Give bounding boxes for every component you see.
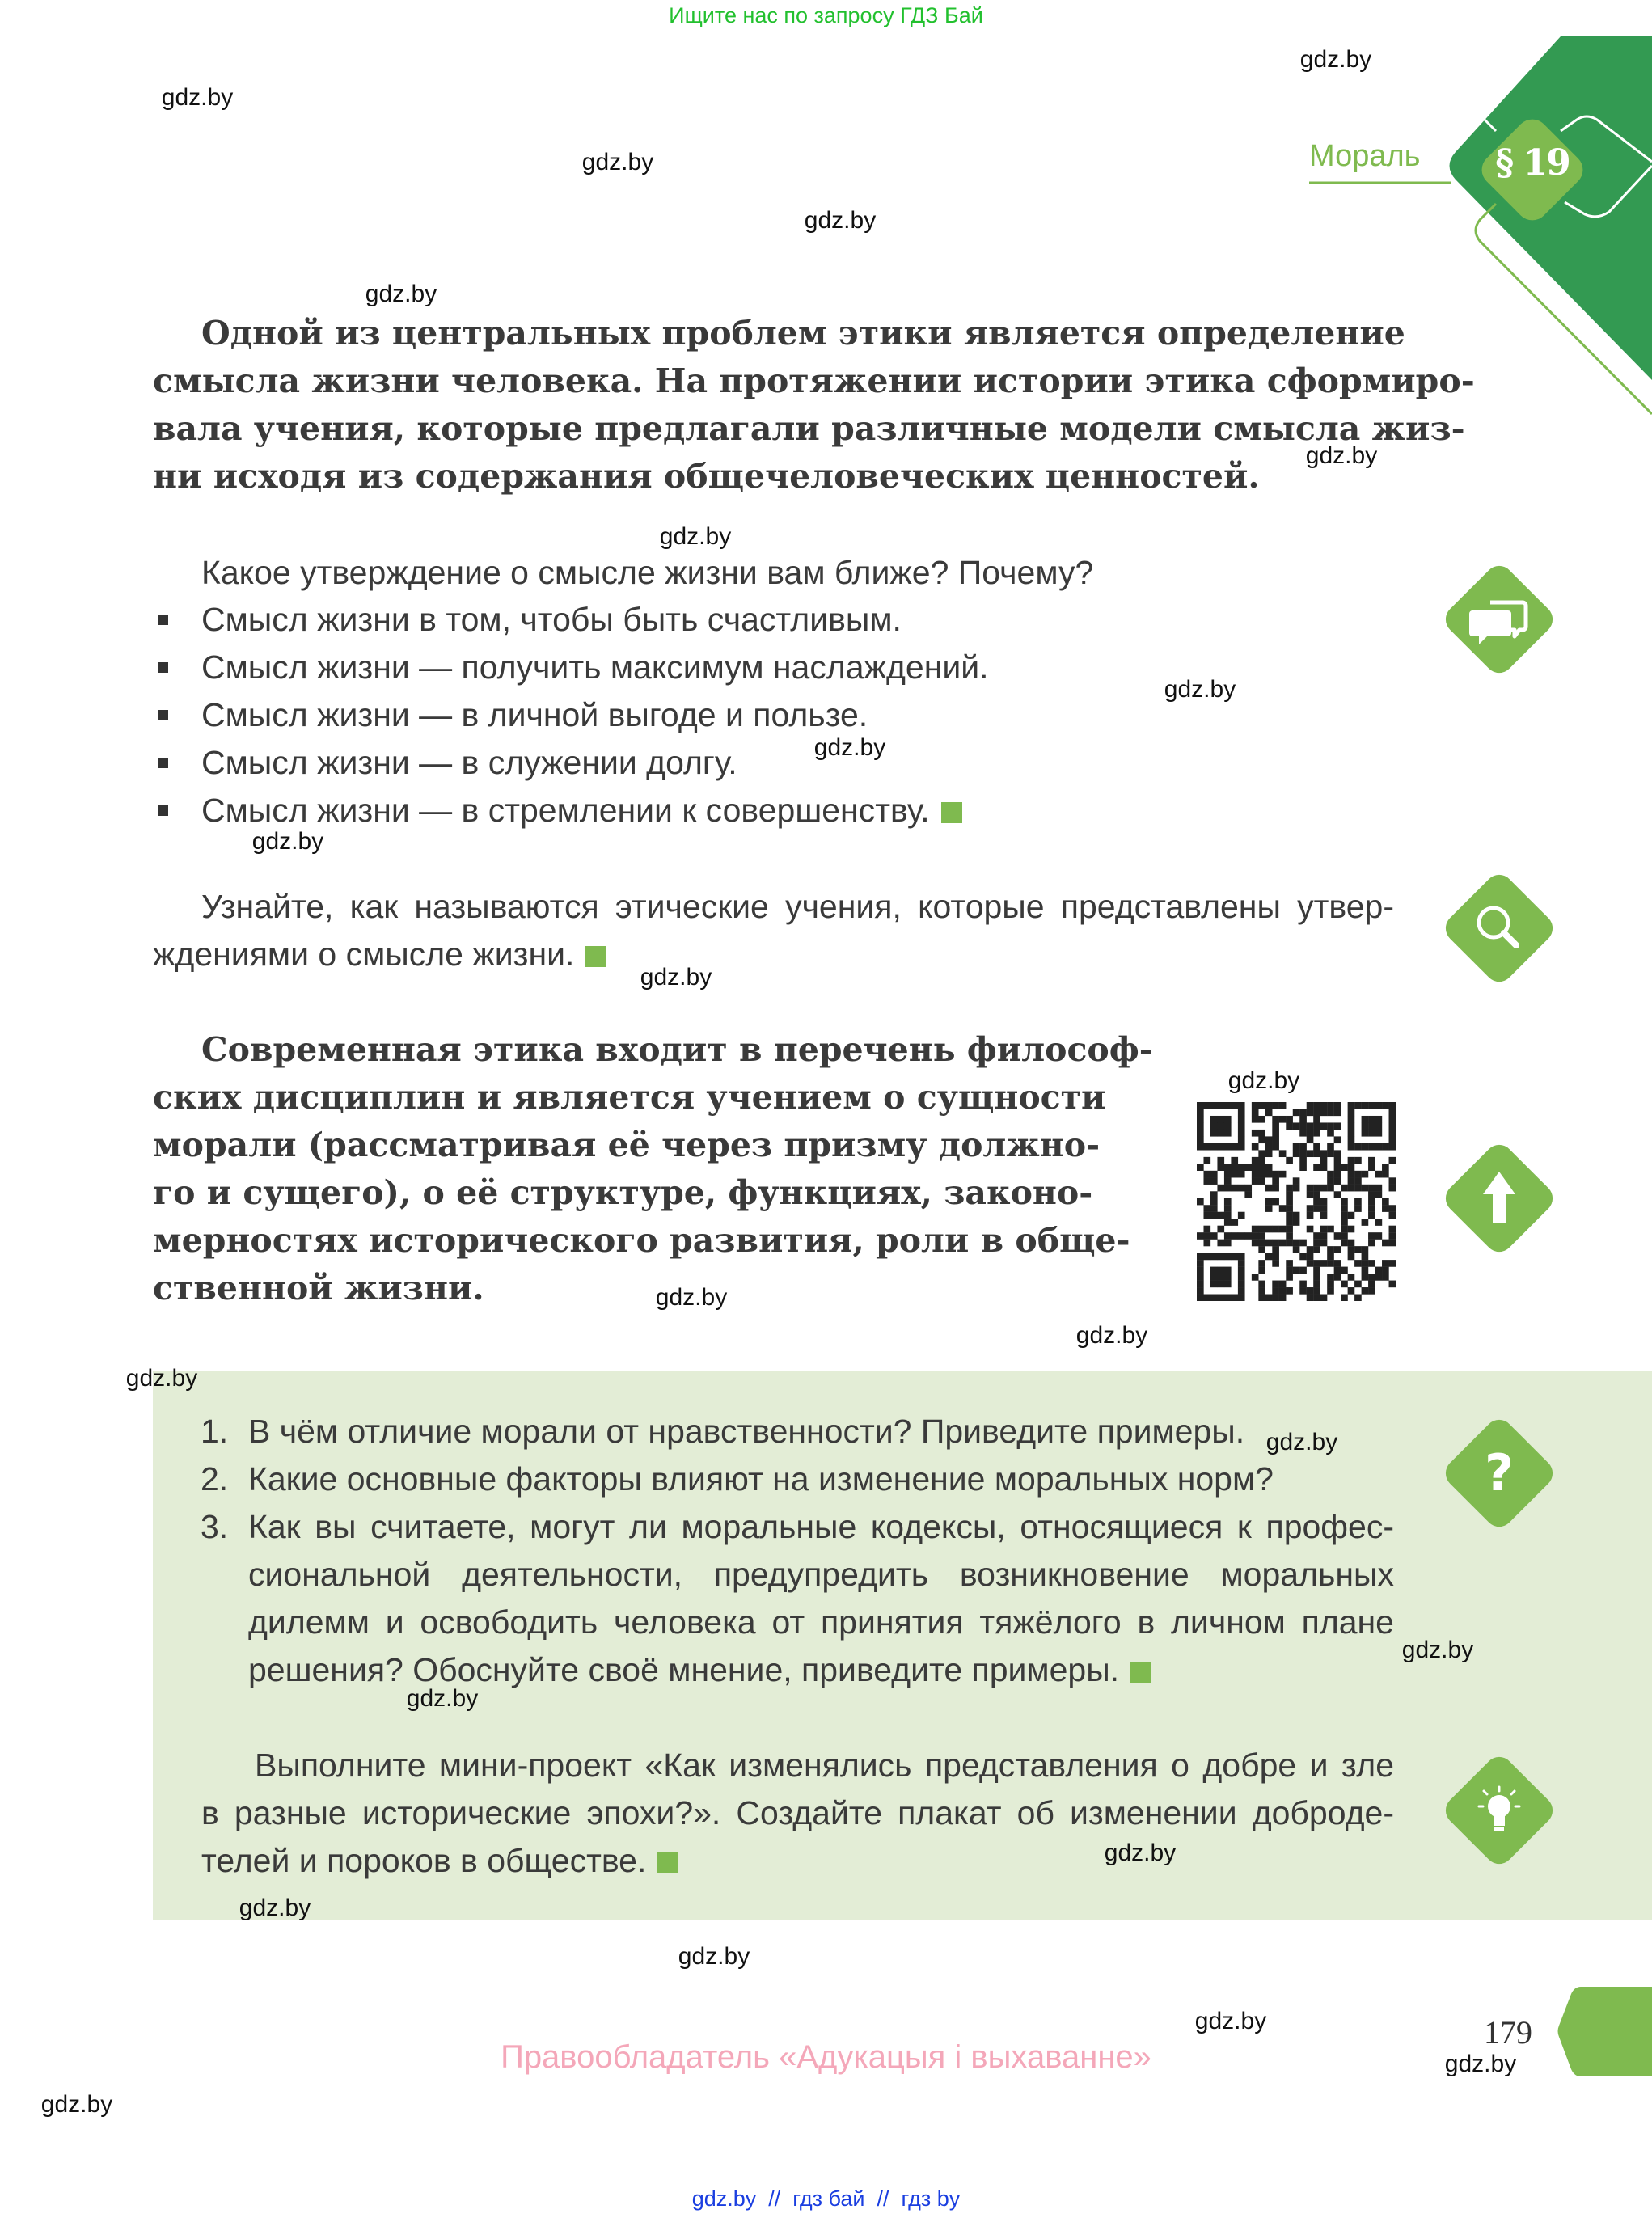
option-item: Смысл жизни — в личной выгоде и пользе. xyxy=(201,696,868,733)
watermark: gdz.by xyxy=(365,281,437,307)
text-line: ских дисциплин и является учением о сущности xyxy=(153,1078,1106,1117)
bullet-icon xyxy=(158,805,168,816)
question-text xyxy=(248,1503,1394,1694)
text-line: смысла жизни человека. На протяжении истории этика сформиро- xyxy=(153,361,1475,400)
page-number: 179 xyxy=(1484,2014,1532,2051)
page-tab xyxy=(1557,1985,1652,2078)
intro-paragraph xyxy=(153,310,1475,501)
text-line: мерностях исторического развития, роли в обще- xyxy=(153,1221,1130,1260)
question-number: 3. xyxy=(201,1508,229,1545)
bullet-icon xyxy=(158,662,168,673)
end-marker-icon xyxy=(1130,1662,1151,1683)
research-task xyxy=(153,883,1394,978)
watermark: gdz.by xyxy=(813,734,886,761)
bullet-icon xyxy=(158,758,168,768)
watermark: gdz.by xyxy=(1265,1429,1338,1455)
watermark: gdz.by xyxy=(125,1365,198,1392)
watermark: gdz.by xyxy=(1194,2008,1267,2034)
question-number: 2. xyxy=(201,1460,229,1498)
discussion-question: Какое утверждение о смысле жизни вам ближе? Почему? xyxy=(201,554,1094,591)
text-span: решения? Обоснуйте своё мнение, приведите примеры. xyxy=(248,1651,1120,1688)
option-item: Смысл жизни в том, чтобы быть счастливым. xyxy=(201,601,902,638)
end-marker-icon xyxy=(941,802,962,823)
watermark: gdz.by xyxy=(1299,46,1372,73)
watermark: gdz.by xyxy=(1227,1067,1300,1094)
text-line xyxy=(201,1837,1394,1885)
text-line: вала учения, которые предлагали различные модели смысла жиз- xyxy=(153,409,1465,448)
text-line: Как вы считаете, могут ли моральные кодексы, относящиеся к профес- xyxy=(248,1508,1394,1545)
bullet-icon xyxy=(158,615,168,625)
watermark: gdz.by xyxy=(804,207,877,234)
bullet-icon xyxy=(158,710,168,720)
text-line: Современная этика входит в перечень философ- xyxy=(201,1030,1153,1069)
end-marker-icon xyxy=(585,946,606,967)
watermark: gdz.by xyxy=(40,2091,113,2118)
text-span: ждениями о смысле жизни. xyxy=(153,936,575,973)
question-number: 1. xyxy=(201,1413,229,1450)
speech-bubbles-icon xyxy=(1455,575,1544,664)
watermark: gdz.by xyxy=(640,964,712,991)
top-search-note: Ищите нас по запросу ГДЗ Бай xyxy=(669,3,983,27)
question-text: В чём отличие морали от нравственности? Приведите примеры. xyxy=(248,1413,1245,1450)
watermark: gdz.by xyxy=(1305,442,1378,469)
svg-text:?: ? xyxy=(1485,1443,1514,1502)
project-task xyxy=(201,1742,1394,1885)
watermark: gdz.by xyxy=(1075,1322,1148,1349)
text-span: телей и пороков в обществе. xyxy=(201,1842,647,1879)
text-line: Узнайте, как называются этические учения, которые представлены утвер- xyxy=(201,888,1394,925)
watermark: gdz.by xyxy=(406,1685,479,1712)
text-line: ни исходя из содержания общечеловеческих ценностей. xyxy=(153,457,1260,496)
watermark: gdz.by xyxy=(581,149,654,175)
lightbulb-icon xyxy=(1455,1766,1544,1855)
text-line: дилемм и освободить человека от принятия тяжёлого в личном плане xyxy=(248,1603,1394,1641)
paragraph-number: § 19 xyxy=(1495,142,1570,184)
watermark: gdz.by xyxy=(1104,1840,1177,1866)
text-line: Выполните мини-проект «Как изменялись представления о добре и зле xyxy=(255,1747,1394,1784)
watermark: gdz.by xyxy=(678,1943,750,1970)
watermark: gdz.by xyxy=(251,828,324,855)
watermark: gdz.by xyxy=(1164,676,1236,703)
qr-code[interactable] xyxy=(1197,1102,1396,1301)
option-text: Смысл жизни — в стремлении к совершенству. xyxy=(201,792,930,829)
option-item: Смысл жизни — получить максимум наслаждений. xyxy=(201,648,989,686)
watermark: gdz.by xyxy=(1401,1637,1474,1663)
copyright-note: Правообладатель «Адукацыя і выхаванне» xyxy=(501,2039,1151,2075)
key-paragraph xyxy=(153,1026,1153,1312)
question-text: Какие основные факторы влияют на изменение моральных норм? xyxy=(248,1460,1274,1498)
text-line: ственной жизни. xyxy=(153,1269,484,1307)
watermark: gdz.by xyxy=(239,1895,311,1921)
watermark: gdz.by xyxy=(161,84,234,111)
magnifier-icon xyxy=(1455,884,1544,973)
watermark: gdz.by xyxy=(659,523,732,550)
text-line: Одной из центральных проблем этики является определение xyxy=(201,314,1405,353)
watermark: gdz.by xyxy=(1444,2051,1517,2077)
text-line: в разные исторические эпохи?». Создайте плакат об изменении доброде- xyxy=(201,1794,1394,1831)
end-marker-icon xyxy=(657,1852,678,1873)
section-title: Мораль xyxy=(1309,139,1421,173)
text-line: морали (рассматривая её через призму должно- xyxy=(153,1126,1101,1164)
text-line: сиональной деятельности, предупредить возникновение моральных xyxy=(248,1556,1394,1593)
up-arrow-icon xyxy=(1455,1154,1544,1243)
text-line: го и сущего), о её структуре, функциях, законо- xyxy=(153,1173,1093,1212)
text-line xyxy=(153,931,1394,978)
question-mark-icon xyxy=(1455,1429,1544,1518)
watermark: gdz.by xyxy=(655,1284,728,1311)
footer-links[interactable]: gdz.by // гдз бай // гдз by xyxy=(691,2186,961,2211)
option-item: Смысл жизни — в служении долгу. xyxy=(201,744,737,781)
